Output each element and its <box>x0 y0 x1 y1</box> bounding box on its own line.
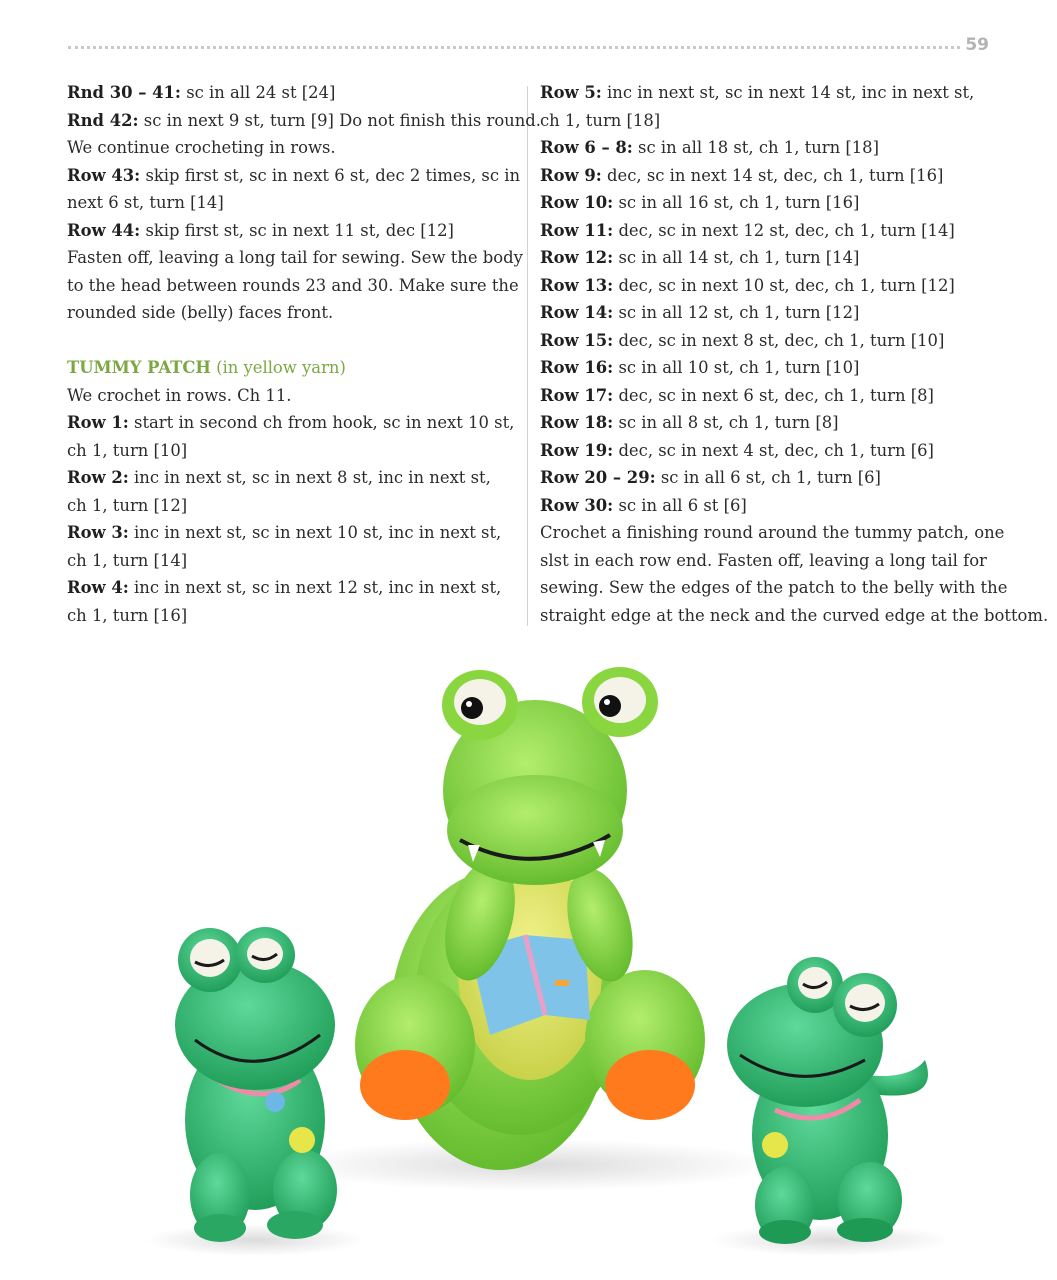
step-text: sc in all 8 st, ch 1, turn [8] <box>613 413 839 432</box>
pattern-line-row <box>540 162 1000 190</box>
finish-line: Crochet a finishing round around the tummy patch, one <box>540 523 1005 542</box>
step-text: skip first st, sc in next 11 st, dec [12] <box>140 220 454 240</box>
step-text: inc in next st, sc in next 8 st, inc in next st, <box>128 468 491 487</box>
step-text: dec, sc in next 14 st, dec, ch 1, turn [16] <box>601 165 944 185</box>
step-label: Row 43: <box>67 165 141 185</box>
pattern-line-row <box>540 492 1000 520</box>
step-text: sc in all 6 st, ch 1, turn [6] <box>655 468 881 487</box>
step-label: Row 18: <box>540 413 614 432</box>
crocodile-toys-photo <box>60 640 1057 1280</box>
pattern-line-rnd-30-41 <box>67 79 522 107</box>
column-divider <box>527 86 528 626</box>
pattern-line-row-43-cont: next 6 st, turn [14] <box>67 193 224 212</box>
left-column <box>67 79 541 629</box>
step-text: sc in next 9 st, turn [9] Do not finish this round. <box>138 110 541 130</box>
section-note: (in yellow yarn) <box>210 358 346 377</box>
pattern-line-row <box>540 272 1000 300</box>
small-crocodile-left <box>175 927 337 1242</box>
pattern-line-row-3-cont: ch 1, turn [14] <box>67 550 188 570</box>
spacer <box>67 327 522 355</box>
pattern-line-row-5 <box>540 79 1000 107</box>
pattern-line-row-1-cont: ch 1, turn [10] <box>67 440 188 460</box>
header-dotted-rule <box>68 46 960 49</box>
step-label: Row 1: <box>67 413 129 432</box>
body-finish-line: rounded side (belly) faces front. <box>67 303 334 322</box>
pattern-line-row <box>540 299 1000 327</box>
section-title: TUMMY PATCH <box>67 358 211 377</box>
pattern-line-row <box>540 382 1000 410</box>
pattern-line-row <box>540 189 1000 217</box>
step-text: inc in next st, sc in next 12 st, inc in next st, <box>128 578 502 597</box>
step-label: Row 17: <box>540 385 614 405</box>
step-text: sc in all 10 st, ch 1, turn [10] <box>613 358 860 377</box>
step-label: Row 12: <box>540 248 614 267</box>
pattern-line-row <box>540 134 1000 162</box>
pattern-line-row-43 <box>67 162 522 190</box>
pattern-line-row <box>540 409 1000 437</box>
step-label: Rnd 42: <box>67 110 139 130</box>
step-label: Row 2: <box>67 468 129 487</box>
step-label: Row 16: <box>540 358 614 377</box>
step-text: start in second ch from hook, sc in next 10 st, <box>128 413 515 432</box>
step-text: dec, sc in next 12 st, dec, ch 1, turn [14] <box>613 220 955 240</box>
pattern-line-row <box>540 464 1000 492</box>
step-label: Row 10: <box>540 193 614 212</box>
step-text: sc in all 16 st, ch 1, turn [16] <box>613 193 860 212</box>
step-label: Row 44: <box>67 220 141 240</box>
pattern-line-row-5-cont: ch 1, turn [18] <box>540 110 661 130</box>
finish-line: sewing. Sew the edges of the patch to the belly with the <box>540 578 1008 597</box>
step-text: sc in all 14 st, ch 1, turn [14] <box>613 248 860 267</box>
body-finish-line: to the head between rounds 23 and 30. Make sure the <box>67 275 519 295</box>
pattern-line-row-1 <box>67 409 522 437</box>
step-label: Rnd 30 – 41: <box>67 83 181 102</box>
pattern-line-row <box>540 437 1000 465</box>
right-column <box>540 79 1049 629</box>
step-label: Row 6 – 8: <box>540 138 633 157</box>
step-text: dec, sc in next 8 st, dec, ch 1, turn [10] <box>613 330 945 350</box>
step-label: Row 9: <box>540 165 602 185</box>
step-label: Row 15: <box>540 330 614 350</box>
pattern-line-row <box>540 354 1000 382</box>
body-finish-line: Fasten off, leaving a long tail for sewing. Sew the body <box>67 248 523 267</box>
page-number: 59 <box>965 35 989 55</box>
pattern-line-row-44 <box>67 217 522 245</box>
step-text: sc in all 24 st [24] <box>180 83 336 102</box>
step-text: sc in all 12 st, ch 1, turn [12] <box>613 303 860 322</box>
small-crocodile-right <box>727 957 928 1244</box>
step-label: Row 11: <box>540 220 614 240</box>
step-text: inc in next st, sc in next 10 st, inc in next st, <box>128 523 502 542</box>
step-label: Row 4: <box>67 578 129 597</box>
pattern-line-row-2 <box>67 464 522 492</box>
step-label: Row 14: <box>540 303 614 322</box>
step-label: Row 19: <box>540 440 614 460</box>
step-text: dec, sc in next 4 st, dec, ch 1, turn [6] <box>613 440 934 460</box>
big-crocodile <box>355 667 705 1170</box>
step-label: Row 5: <box>540 83 602 102</box>
step-label: Row 30: <box>540 495 614 515</box>
tummy-intro: We crochet in rows. Ch 11. <box>67 385 292 405</box>
pattern-line-row-3 <box>67 519 522 547</box>
section-heading-tummy-patch <box>67 354 522 382</box>
step-label: Row 3: <box>67 523 129 542</box>
step-text: dec, sc in next 10 st, dec, ch 1, turn [12] <box>613 275 955 295</box>
pattern-line-row-4 <box>67 574 522 602</box>
step-label: Row 20 – 29: <box>540 468 656 487</box>
pattern-line-row <box>540 244 1000 272</box>
finish-line: straight edge at the neck and the curved edge at the bottom. <box>540 605 1049 625</box>
pattern-line-row <box>540 217 1000 245</box>
pattern-line-row-4-cont: ch 1, turn [16] <box>67 605 188 625</box>
step-text: inc in next st, sc in next 14 st, inc in next st, <box>601 83 975 102</box>
pattern-line-row <box>540 327 1000 355</box>
step-text: skip first st, sc in next 6 st, dec 2 times, sc in <box>140 165 521 185</box>
step-text: dec, sc in next 6 st, dec, ch 1, turn [8] <box>613 385 934 405</box>
finish-line: slst in each row end. Fasten off, leaving a long tail for <box>540 550 987 570</box>
step-text: sc in all 6 st [6] <box>613 495 747 515</box>
step-label: Row 13: <box>540 275 614 295</box>
step-text: sc in all 18 st, ch 1, turn [18] <box>632 138 879 157</box>
pattern-line-row-2-cont: ch 1, turn [12] <box>67 495 188 515</box>
rows-note: We continue crocheting in rows. <box>67 138 336 157</box>
pattern-line-rnd-42 <box>67 107 541 135</box>
